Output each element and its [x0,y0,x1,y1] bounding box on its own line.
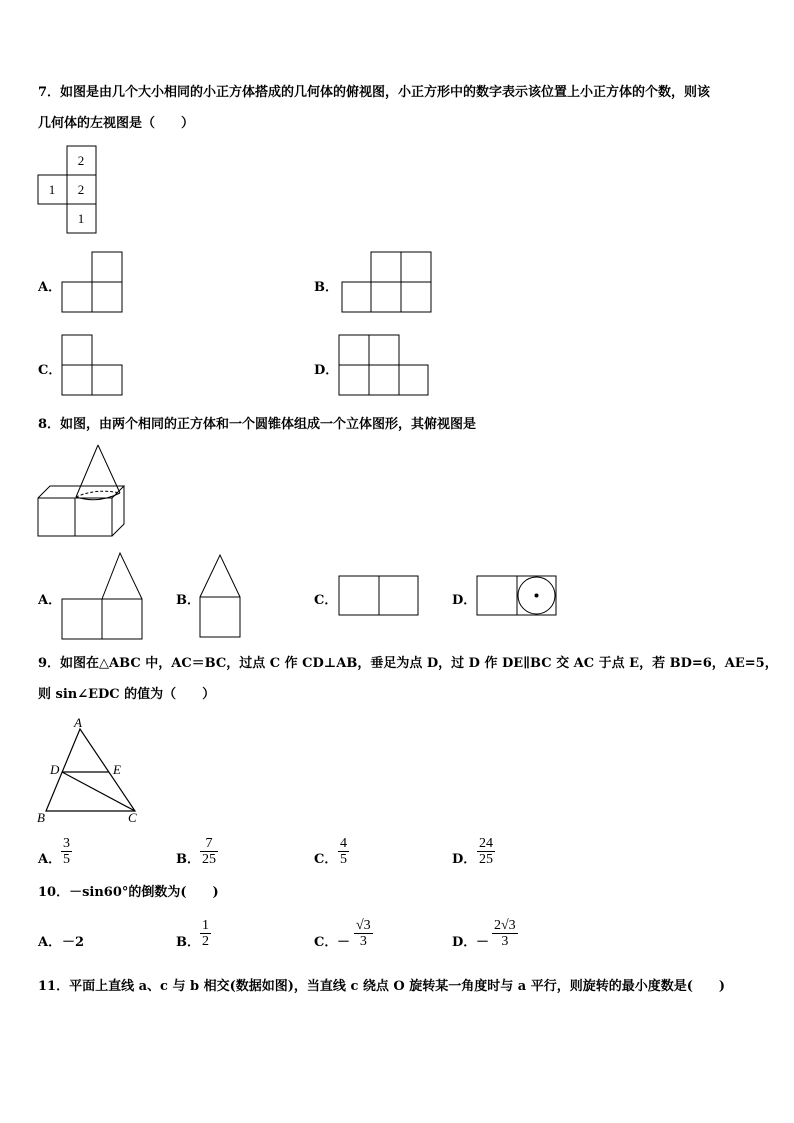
q8-option-a-figure [62,553,144,641]
q10-option-b-label[interactable]: B． [176,935,200,950]
q8-option-d-label[interactable]: D． [452,593,477,608]
q10-option-c-label[interactable]: C． [314,935,338,950]
q11-text: 11．平面上直线 a、c 与 b 相交(数据如图)，当直线 c 绕点 O 旋转某一角度时与 a 平行，则旋转的最小度数是( ) [38,979,726,994]
q8-text: 8．如图，由两个相同的正方体和一个圆锥体组成一个立体图形，其俯视图是 [38,417,477,432]
fraction-numerator: 2√3 [494,918,516,933]
fraction-numerator: 4 [340,836,347,851]
q9-option-d-label[interactable]: D． [452,852,477,867]
q10-option-d-sign: － [476,935,490,950]
q7-grid-number: 1 [77,211,85,226]
q7-option-a-figure [62,252,124,314]
q8-option-d-figure [477,576,559,618]
fraction-denominator: 3 [501,934,509,949]
q10-option-a-value: －2 [62,935,85,950]
q7-top-view-figure [38,146,98,236]
q10-text: 10．－sin60°的倒数为( ) [38,885,219,900]
q10-option-d-fraction [492,918,518,949]
q7-text-line2: 几何体的左视图是（ ） [38,116,195,131]
fraction-denominator: 5 [340,852,347,867]
q8-option-b-label[interactable]: B． [176,593,200,608]
q7-option-c-label[interactable]: C． [38,363,62,378]
q9-option-a-fraction [61,836,72,867]
q7-grid-number: 2 [77,153,85,168]
q7-grid-number: 1 [48,182,56,197]
q8-option-a-label[interactable]: A． [38,593,62,608]
q9-option-c-fraction [338,836,349,867]
q9-label-e: E [113,762,121,777]
q9-option-a-label[interactable]: A． [38,852,62,867]
fraction-numerator: 24 [479,836,493,851]
fraction-denominator: 25 [202,852,216,867]
q9-option-b-label[interactable]: B． [176,852,200,867]
fraction-numerator: 3 [63,836,70,851]
q10-option-d-label[interactable]: D． [452,935,477,950]
q8-option-c-label[interactable]: C． [314,593,338,608]
q7-text-line1: 7．如图是由几个大小相同的小正方体搭成的几何体的俯视图，小正方形中的数字表示该位置上小正方体的个数，则该 [38,85,711,100]
q9-label-a: A [74,715,82,730]
fraction-denominator: 25 [479,852,493,867]
fraction-numerator: 7 [205,836,213,851]
fraction-denominator: 3 [359,934,367,949]
q8-option-b-figure [200,555,242,639]
q7-option-d-figure [339,335,431,397]
q7-option-a-label[interactable]: A． [38,280,62,295]
fraction-numerator: 1 [202,918,209,933]
q9-text-line1: 9．如图在△ABC 中，AC＝BC，过点 C 作 CD⊥AB，垂足为点 D，过 D 作 DE∥BC 交 AC 于点 E，若 BD=6，AE=5， [38,656,778,671]
q9-label-d: D [50,762,60,777]
q9-label-b: B [37,810,45,825]
q9-option-b-fraction [200,836,218,867]
q9-triangle-figure [36,716,146,828]
q8-solid-figure [38,444,128,540]
q7-option-c-figure [62,335,124,397]
q10-option-c-sign: － [337,935,351,950]
q8-option-c-figure [339,576,421,618]
q7-option-b-label[interactable]: B． [314,280,338,295]
fraction-denominator: 5 [63,852,70,867]
q9-text-line2: 则 sin∠EDC 的值为（ ） [38,687,216,702]
fraction-denominator: 2 [202,934,209,949]
q10-option-c-fraction [354,918,373,949]
q7-grid-number: 2 [77,182,85,197]
q9-option-d-fraction [477,836,495,867]
fraction-numerator: √3 [356,918,371,933]
q7-option-d-label[interactable]: D． [314,363,339,378]
q10-option-b-fraction [200,918,211,949]
q7-option-b-figure [342,252,434,314]
q9-label-c: C [128,810,137,825]
q10-option-a-label[interactable]: A． [38,935,62,950]
q9-option-c-label[interactable]: C． [314,852,338,867]
